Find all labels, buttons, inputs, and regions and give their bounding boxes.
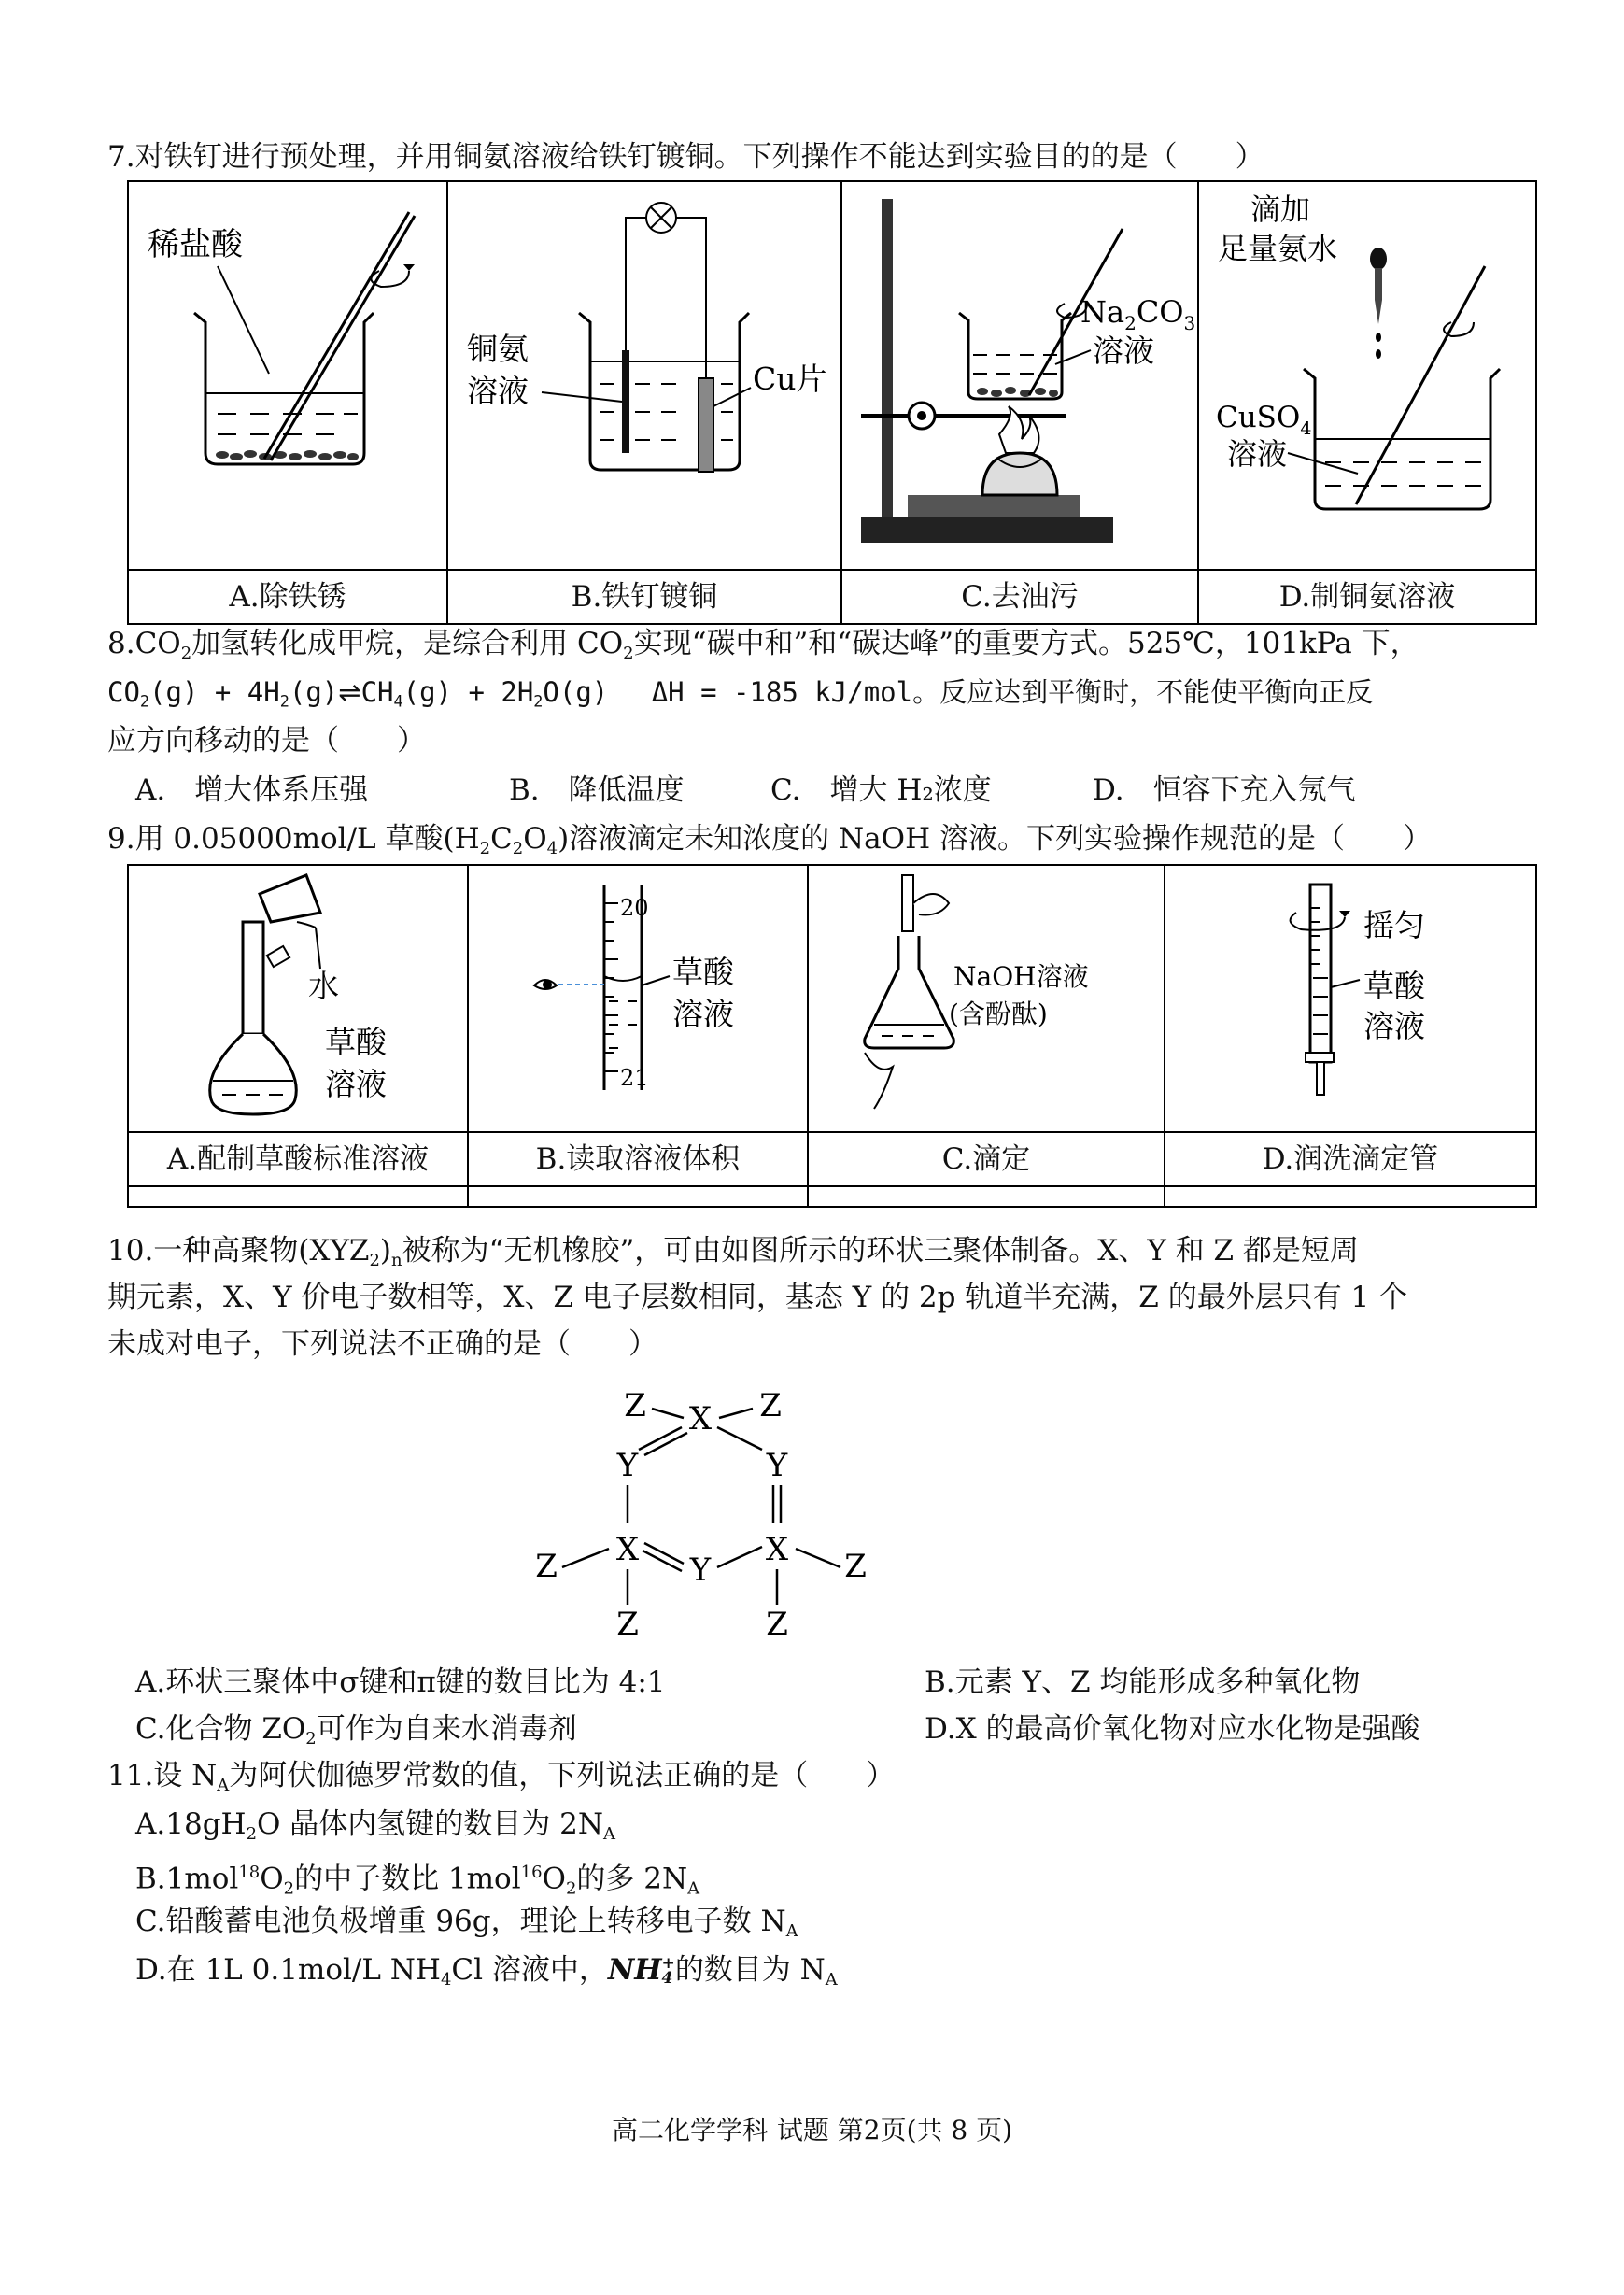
q7-caption-a: A.除铁锈 <box>128 570 447 624</box>
q7-fig-b-label-cu: Cu片 <box>753 361 827 397</box>
q8-option-d: D. 恒容下充入氖气 <box>1093 773 1356 807</box>
atom-x-top: X <box>688 1400 713 1438</box>
q8-equation: $CO_2(g)$ + $4H_2(g)\rightleftharpoons CH_4(g) + 2H_2O(g)$ ΔH = -185 kJ/mol。反应达到平衡时，不能使平衡向正反 <box>107 676 1374 711</box>
q11-stem: 11.设 $N_A$为阿伏伽德罗常数的值，下列说法正确的是（ ） <box>107 1759 896 1795</box>
atom-z-top-right: Z <box>759 1387 782 1424</box>
heating-apparatus <box>842 182 1197 565</box>
q7-fig-d-top-2: 足量氨水 <box>1218 231 1338 266</box>
atom-y-right: Y <box>766 1447 788 1484</box>
atom-z-bottom-left: Z <box>616 1606 639 1643</box>
q7-caption-b: B.铁钉镀铜 <box>447 570 841 624</box>
beaker-rust-removal <box>129 182 446 565</box>
electroplating-cell <box>448 182 840 565</box>
q7-fig-a <box>128 181 447 570</box>
q10-option-d: D.X 的最高价氧化物对应水化物是强酸 <box>925 1712 1420 1746</box>
q8-option-a: A. 增大体系压强 <box>135 773 369 807</box>
q9-fig-b-tick-20: 20 <box>620 895 649 921</box>
q9-figure-table <box>127 864 1537 1208</box>
q7-stem: 7.对铁钉进行预处理，并用铜氨溶液给铁钉镀铜。下列操作不能达到实验目的的是（ ） <box>107 140 1264 174</box>
atom-y-bottom: Y <box>689 1551 712 1589</box>
q9-fig-d-label-1: 草酸 <box>1363 968 1425 1004</box>
atom-z-left: Z <box>535 1548 558 1585</box>
q7-fig-b-label-1: 铜氨 <box>467 331 529 367</box>
q11-option-b: $B.1mol^{18}O_2$的中子数比 $1mol^{16}O_2$的多 $2N_A$ <box>135 1862 700 1899</box>
burette-reading <box>469 866 807 1127</box>
q8-option-c: C. 增大 H₂浓度 <box>770 773 992 807</box>
q7-caption-c: C.去油污 <box>841 570 1198 624</box>
atom-z-top-left: Z <box>624 1387 646 1424</box>
q9-fig-a <box>128 865 468 1132</box>
q7-fig-b <box>447 181 841 570</box>
q7-fig-c-label-2: 溶液 <box>1093 333 1154 369</box>
q7-fig-c-label-formula: $Na_2CO_3$ <box>1080 294 1196 334</box>
atom-x-left: X <box>615 1531 640 1568</box>
titration-flask <box>809 866 1164 1127</box>
q9-fig-b-tick-21: 21 <box>620 1065 649 1091</box>
atom-z-bottom-right: Z <box>766 1606 788 1643</box>
q9-spacer-a <box>128 1186 468 1207</box>
q9-caption-a: A.配制草酸标准溶液 <box>128 1132 468 1186</box>
q9-fig-c-label-1: NaOH溶液 <box>953 961 1089 992</box>
q9-fig-a-water: 水 <box>308 968 339 1004</box>
q10-ring-trimer-structure <box>523 1382 897 1653</box>
atom-x-right: X <box>765 1531 789 1568</box>
q9-spacer-b <box>468 1186 808 1207</box>
q7-fig-a-label: 稀盐酸 <box>148 226 243 263</box>
q7-fig-c <box>841 181 1198 570</box>
q7-caption-d: D.制铜氨溶液 <box>1198 570 1536 624</box>
dropper-beaker <box>1199 182 1535 565</box>
q10-line-2: 期元素，X、Y 价电子数相等，X、Z 电子层数相同，基态 Y 的 2p 轨道半充满，Z 的最外层只有 1 个 <box>107 1281 1408 1314</box>
q10-option-c: C.化合物 $ZO_2$可作为自来水消毒剂 <box>135 1712 577 1749</box>
q9-fig-c <box>808 865 1165 1132</box>
q10-option-a: A.环状三聚体中σ键和π键的数目比为 4:1 <box>135 1665 666 1699</box>
q9-fig-d-label-top: 摇匀 <box>1363 907 1425 943</box>
q10-line-1: 10.一种高聚物$(XYZ_2)_n$被称为“无机橡胶”，可由如图所示的环状三聚体制备。X、Y 和 Z 都是短周 <box>107 1234 1359 1270</box>
q9-spacer-d <box>1165 1186 1536 1207</box>
page-footer: 高二化学学科 试题 第2页(共 8 页) <box>611 2115 1013 2146</box>
q11-option-c: C.铅酸蓄电池负极增重 96g，理论上转移电子数 $N_A$ <box>135 1905 798 1941</box>
q11-option-a: $A.18gH_2O$ 晶体内氢键的数目为 $2N_A$ <box>135 1807 615 1844</box>
q10-line-3: 未成对电子，下列说法不正确的是（ ） <box>107 1327 657 1361</box>
q9-caption-c: C.滴定 <box>808 1132 1165 1186</box>
q7-fig-d <box>1198 181 1536 570</box>
q7-figure-table <box>127 180 1537 625</box>
q9-fig-d <box>1165 865 1536 1132</box>
q9-fig-d-label-2: 溶液 <box>1363 1008 1425 1044</box>
burette-rinse <box>1165 866 1535 1127</box>
q9-fig-b <box>468 865 808 1132</box>
q10-option-b: B.元素 Y、Z 均能形成多种氧化物 <box>925 1665 1361 1699</box>
q7-fig-b-label-2: 溶液 <box>467 373 529 409</box>
q9-fig-b-label-1: 草酸 <box>672 954 734 990</box>
q8-line-1: $8.CO_2$加氢转化成甲烷，是综合利用 $CO_2$实现“碳中和”和“碳达峰”的重要方式。525℃，101kPa 下， <box>107 627 1419 663</box>
q9-fig-c-label-2: (含酚酞) <box>949 999 1048 1029</box>
q9-spacer-c <box>808 1186 1165 1207</box>
q8-line-3: 应方向移动的是（ ） <box>107 724 426 758</box>
q9-caption-b: B.读取溶液体积 <box>468 1132 808 1186</box>
q11-option-d: D.在 1L 0.1mol/L $NH_4Cl$ 溶液中，NH + 4 的数目为 $N_A$ <box>135 1953 838 1990</box>
q7-fig-d-label-formula: CuSO$_4$ <box>1216 401 1312 439</box>
q8-option-b: B. 降低温度 <box>509 773 685 807</box>
atom-z-right: Z <box>844 1548 867 1585</box>
volumetric-flask <box>129 866 467 1127</box>
q9-fig-a-label-1: 草酸 <box>325 1024 387 1060</box>
q9-stem: 9.用 0.05000mol/L 草酸$(H_2C_2O_4)$溶液滴定未知浓度的 NaOH 溶液。下列实验操作规范的是（ ） <box>107 822 1432 858</box>
q9-fig-b-label-2: 溶液 <box>672 996 734 1032</box>
atom-y-left: Y <box>616 1447 639 1484</box>
q9-fig-a-label-2: 溶液 <box>325 1066 387 1102</box>
q7-fig-d-top-1: 滴加 <box>1250 191 1311 227</box>
q9-caption-d: D.润洗滴定管 <box>1165 1132 1536 1186</box>
q7-fig-d-label-2: 溶液 <box>1227 436 1288 472</box>
